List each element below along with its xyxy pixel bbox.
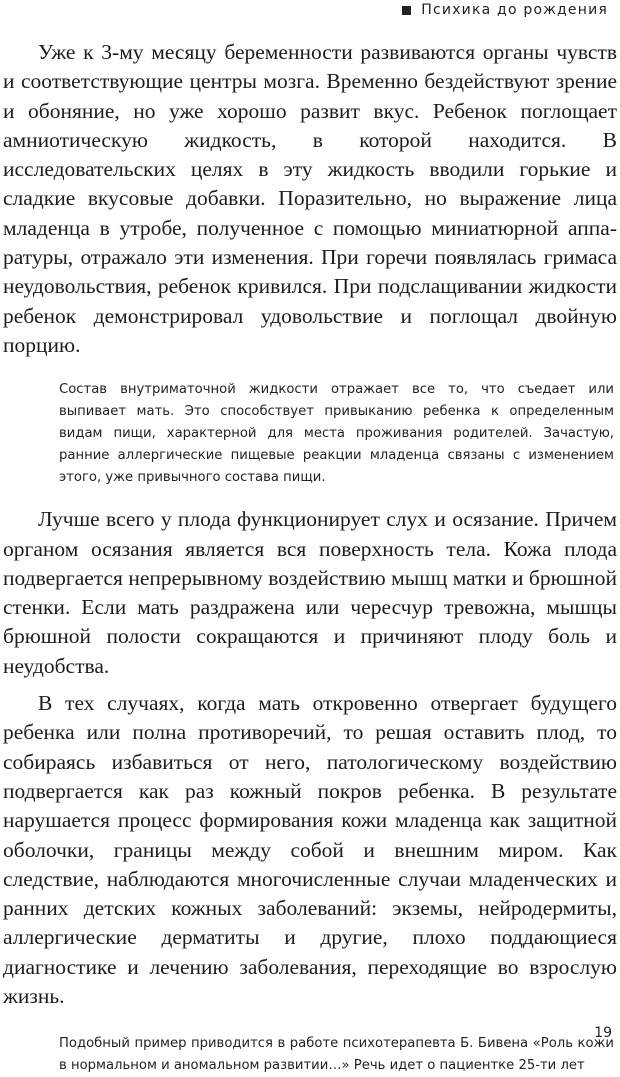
body-paragraph: Уже к 3-му месяцу беременности развиваются органы чувств и соответствующие центры мозга. Временно бездействуют зрение и обоняние, но уже хорошо развит вкус. Ребенок поглощает амниотическую жидкость, в которой находится. В исследовательских целях в эту жидкость вводили горькие и сладкие вкусовые добавки. Поразительно, но выражение лица младенца в утробе, полученное с помощью миниатюрной аппаратуры, отражало эти изменения. При горечи появлялась гримаса неудовольствия, ребенок кривился. При подслащивании жидкости ребенок демонстрировал удовольствие и поглощал двойную порцию. (3, 40, 617, 357)
body-paragraph: В тех случаях, когда мать откровенно отвергает будущего ребенка или полна противоречий, то решая оставить плод, то собираясь избавиться от него, патологическому воздействию подвергается как раз кожный покров ребенка. В результате нарушается процесс формирования кожи младенца как защитной оболочки, границы между собой и внешним миром. Как следствие, наблюдаются многочисленные случаи младенческих и ранних детских кожных заболеваний: экземы, нейродермиты, аллергические дерматиты и другие, плохо поддающиеся диагностике и лечению заболевания, переходящие во взрослую жизнь. (3, 691, 617, 1009)
side-note: Состав внутриматочной жидкости отражает все то, что съедает или выпивает мать. Это способствует привыканию ребенка к определенным видам пищи, характерной для места проживания родителей. Зачастую, ранние аллергические пищевые реакции младенца связаны с изменением этого, уже привычного состава пищи. (59, 382, 614, 486)
page-content (3, 38, 617, 1077)
section-title: Психика до рождения (421, 2, 608, 18)
running-header (402, 2, 608, 18)
body-paragraph: Лучше всего у плода функционирует слух и осязание. Причем органом осязания является вся поверхность тела. Кожа плода подвергается непрерывному воздействию мышц матки и брюшной стенки. Если мать раздражена или чересчур тревожна, мышцы брюшной полости сокращаются и причиняют плоду боль и неудобства. (3, 507, 617, 678)
square-bullet-icon (402, 6, 411, 15)
page-number: 19 (594, 1025, 612, 1041)
side-note: Подобный пример приводится в работе психотерапевта Б. Бивена «Роль кожи в нормальном и аномальном развитии…» Речь идет о пациентке 25-ти лет (59, 1036, 614, 1074)
